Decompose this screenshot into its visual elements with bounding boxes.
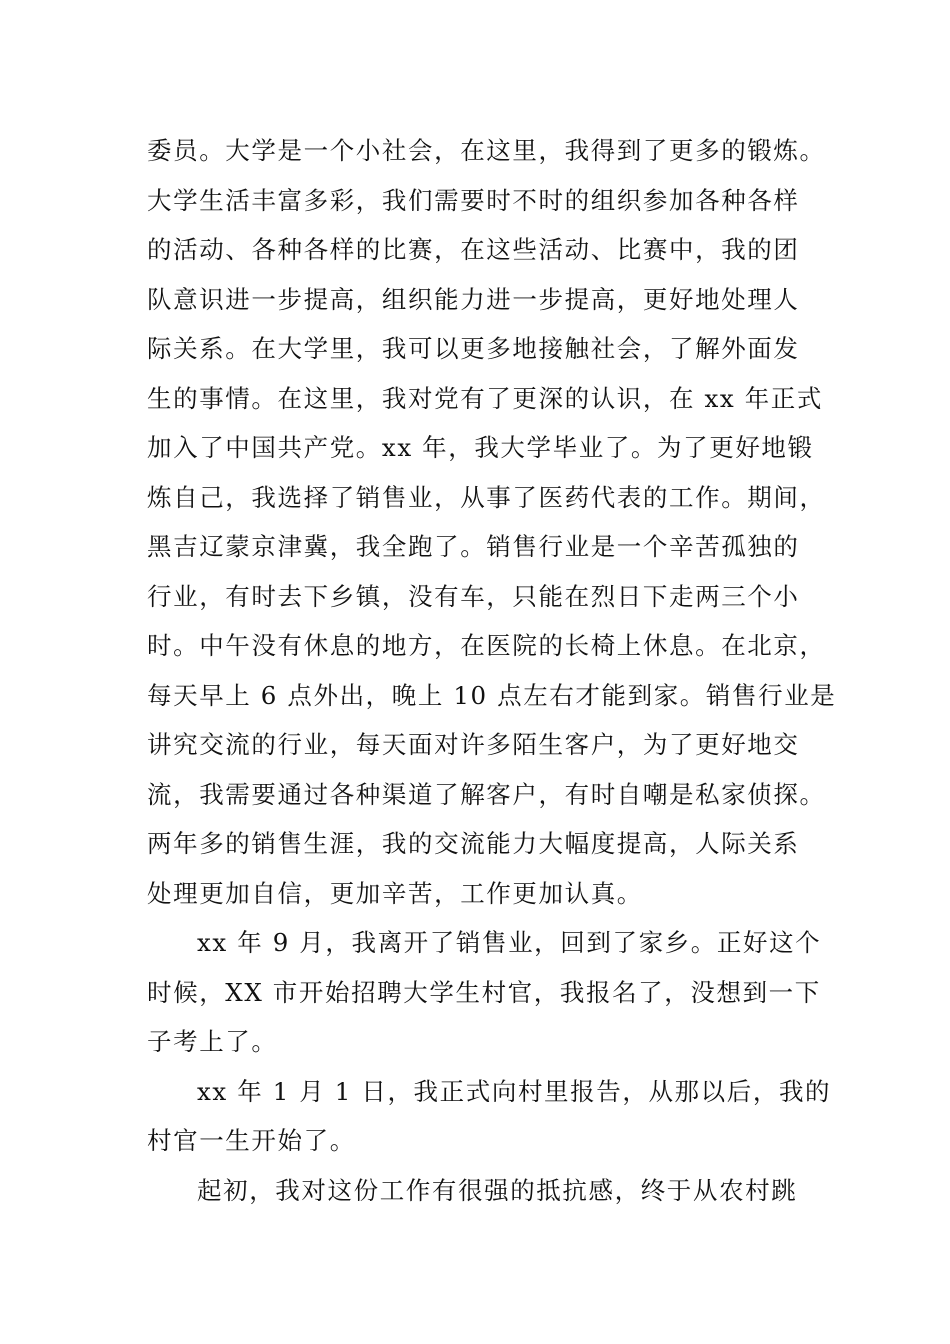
text-line: 时。中午没有休息的地方，在医院的长椅上休息。在北京，: [147, 631, 826, 660]
text-line: xx 年 9 月，我离开了销售业，回到了家乡。正好这个: [197, 928, 822, 957]
text-line: 大学生活丰富多彩，我们需要时不时的组织参加各种各样: [147, 185, 800, 215]
text-line: 行业，有时去下乡镇，没有车，只能在烈日下走两三个小: [147, 581, 800, 611]
text-line: 生的事情。在这里，我对党有了更深的认识，在 xx 年正式: [147, 383, 824, 413]
text-line: 队意识进一步提高，组织能力进一步提高，更好地处理人: [147, 284, 800, 314]
text-line: 委员。大学是一个小社会，在这里，我得到了更多的锻炼。: [147, 136, 826, 165]
text-line: 讲究交流的行业，每天面对许多陌生客户，为了更好地交: [147, 730, 800, 759]
text-line: 黑吉辽蒙京津冀，我全跑了。销售行业是一个辛苦孤独的: [147, 532, 800, 561]
text-line: 村官一生开始了。: [147, 1126, 356, 1155]
text-line: 时候，XX 市开始招聘大学生村官，我报名了，没想到一下: [147, 977, 821, 1007]
text-line: 起初，我对这份工作有很强的抵抗感，终于从农村跳: [197, 1175, 798, 1205]
text-line: 子考上了。: [147, 1027, 278, 1056]
text-line: 际关系。在大学里，我可以更多地接触社会，了解外面发: [147, 334, 800, 363]
body-text: [147, 126, 837, 1215]
text-line: 炼自己，我选择了销售业，从事了医药代表的工作。期间，: [147, 482, 826, 512]
text-line: 每天早上 6 点外出，晚上 10 点左右才能到家。销售行业是: [147, 680, 837, 710]
text-line: 流，我需要通过各种渠道了解客户，有时自嘲是私家侦探。: [147, 779, 826, 809]
text-line: 加入了中国共产党。xx 年，我大学毕业了。为了更好地锻: [147, 433, 814, 462]
text-line: 两年多的销售生涯，我的交流能力大幅度提高，人际关系: [147, 829, 800, 858]
text-line: xx 年 1 月 1 日，我正式向村里报告，从那以后，我的: [197, 1076, 832, 1106]
text-line: 处理更加自信，更加辛苦，工作更加认真。: [147, 878, 643, 908]
text-line: 的活动、各种各样的比赛，在这些活动、比赛中，我的团: [147, 235, 800, 264]
